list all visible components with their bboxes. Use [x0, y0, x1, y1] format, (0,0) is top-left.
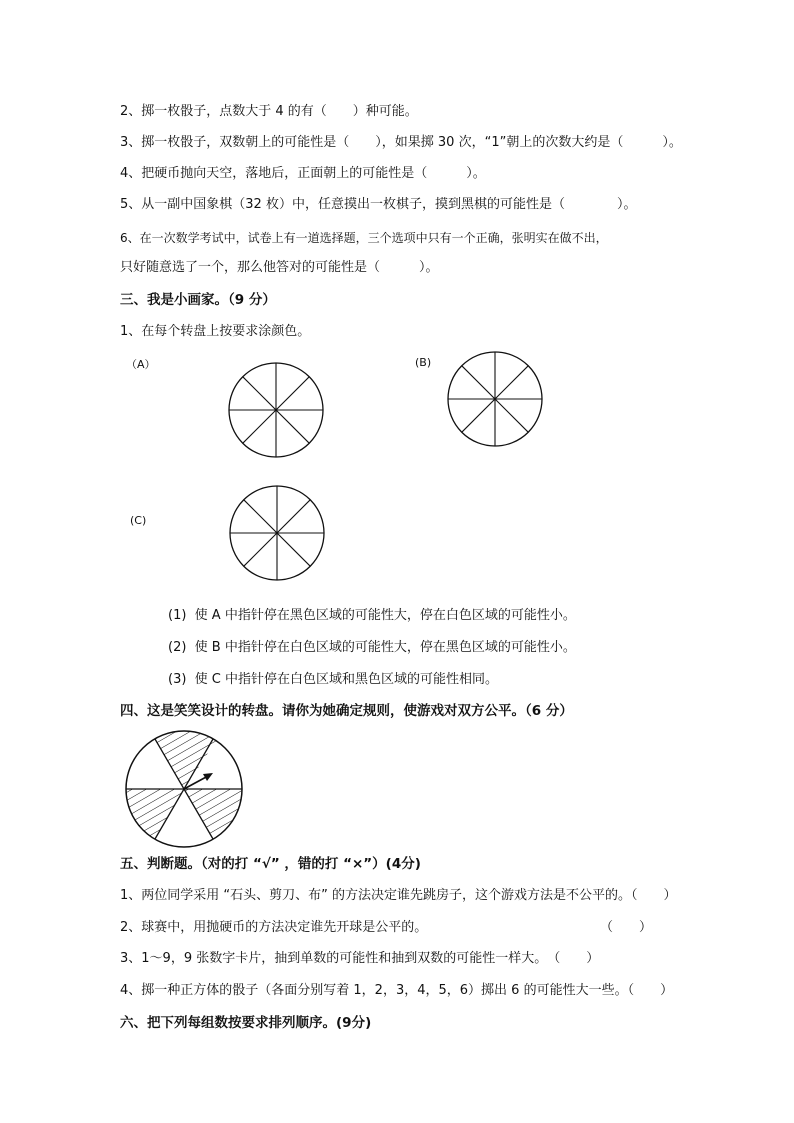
requirement-3: (3) 使 C 中指针停在白色区域和黑色区域的可能性相同。 [168, 672, 499, 687]
section-3-heading: 三、我是小画家。（9 分） [120, 292, 276, 308]
spinner-b-label: (B) [415, 356, 432, 369]
section-6-heading: 六、把下列每组数按要求排列顺序。(9分) [120, 1015, 372, 1031]
question-2-8-line2: 只好随意选了一个，那么他答对的可能性是（ ）。 [120, 260, 439, 275]
section-5-heading: 五、判断题。（对的打 “√” ，错的打 “×”）(4分) [120, 856, 421, 872]
spinner-c [227, 483, 327, 583]
question-2-7: 5、从一副中国象棋（32 枚）中，任意摸出一枚棋子，摸到黑棋的可能性是（ ）。 [120, 197, 637, 212]
judge-item-2: 2、球赛中，用抛硬币的方法决定谁先开球是公平的。 [120, 920, 428, 935]
spinner-a [226, 360, 326, 460]
question-2-4: 2、掷一枚骰子，点数大于 4 的有（ ）种可能。 [120, 104, 418, 119]
spinner-a-label: （A） [126, 358, 156, 371]
judge-item-2-paren: （ ） [600, 920, 653, 935]
section-4-heading: 四、这是笑笑设计的转盘。请你为她确定规则，使游戏对双方公平。（6 分） [120, 703, 573, 719]
hatched-spinner [124, 729, 244, 849]
judge-item-4: 4、掷一种正方体的骰子（各面分别写着 1，2，3，4，5，6）掷出 6 的可能性大一些。（ ） [120, 983, 674, 998]
section-3-instruction: 1、在每个转盘上按要求涂颜色。 [120, 324, 311, 339]
question-2-6: 4、把硬币抛向天空，落地后，正面朝上的可能性是（ ）。 [120, 166, 486, 181]
spinner-c-label: (C) [130, 514, 147, 527]
spinner-b [445, 349, 545, 449]
question-2-5: 3、掷一枚骰子，双数朝上的可能性是（ ），如果掷 30 次，“1”朝上的次数大约是（ ）。 [120, 135, 682, 150]
requirement-2: (2) 使 B 中指针停在白色区域的可能性大，停在黑色区域的可能性小。 [168, 640, 576, 655]
judge-item-1: 1、两位同学采用 “石头、剪刀、布” 的方法决定谁先跳房子，这个游戏方法是不公平的。（ ） [120, 888, 677, 903]
question-2-8-line1: 6、在一次数学考试中，试卷上有一道选择题，三个选项中只有一个正确，张明实在做不出， [120, 231, 608, 245]
requirement-1: (1) 使 A 中指针停在黑色区域的可能性大，停在白色区域的可能性小。 [168, 608, 576, 623]
judge-item-3: 3、1～9，9 张数字卡片，抽到单数的可能性和抽到双数的可能性一样大。 （ ） [120, 951, 600, 966]
